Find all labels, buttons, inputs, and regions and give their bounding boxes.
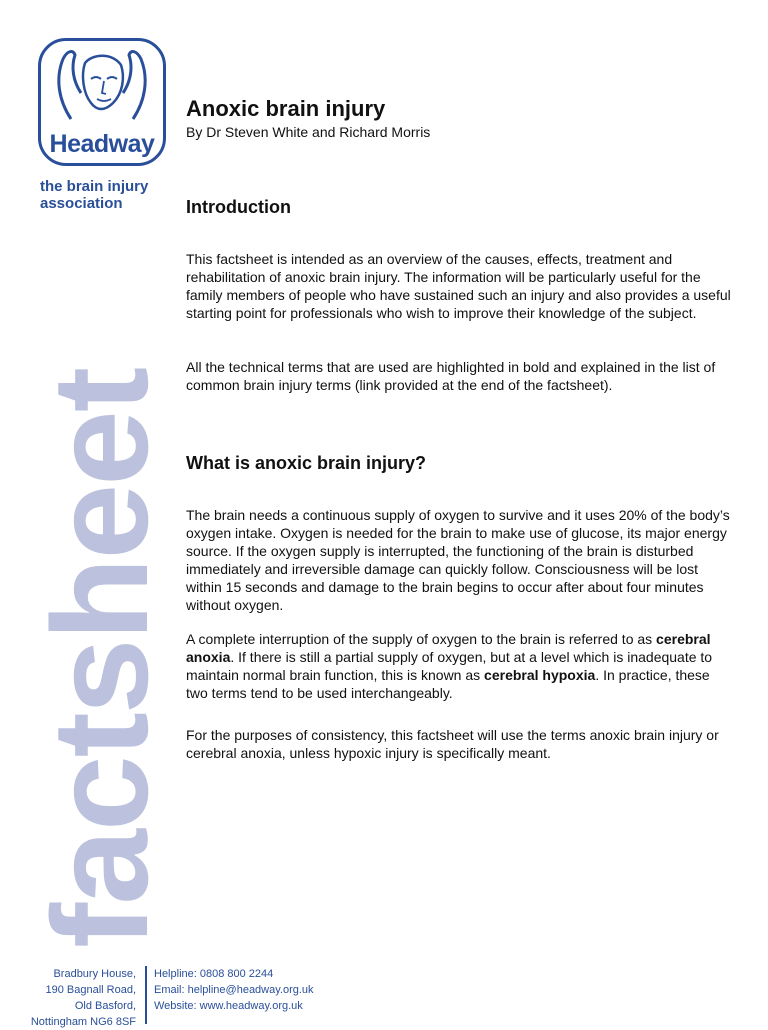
footer-divider <box>145 966 147 1024</box>
website-text: Website: www.headway.org.uk <box>154 1000 303 1012</box>
text-run: . If there is still a partial supply of oxygen, but at a level which is inadequate to maintain normal brain function, this is known as <box>186 649 713 683</box>
factsheet-watermark: factsheet <box>24 368 176 948</box>
section-heading-introduction: Introduction <box>186 197 291 217</box>
what-paragraph-1: The brain needs a continuous supply of oxygen to survive and it uses 20% of the body’s oxygen intake. Oxygen is needed for the brain to make use of glucose, its major energy source. If the oxygen supply is interrupted, the functioning of the brain is disturbed immediately and irreversible damage can quickly follow. Consciousness will be lost within 15 seconds and damage to the brain begins to occur after about four minutes without oxygen. <box>186 507 730 613</box>
intro-paragraph-1: This factsheet is intended as an overview of the causes, effects, treatment and rehabilitation of anoxic brain injury. The information will be particularly useful for the family members of people who have sustained such an injury and also provides a useful starting point for professionals who wish to improve their knowledge of the subject. <box>186 251 731 321</box>
email-text: Email: helpline@headway.org.uk <box>154 984 314 996</box>
helpline-text: Helpline: 0808 800 2244 <box>154 968 274 980</box>
address-line: 190 Bagnall Road, <box>45 984 136 996</box>
headway-logo <box>38 38 166 166</box>
text-run: A complete interruption of the supply of oxygen to the brain is referred to as <box>186 631 657 647</box>
what-paragraph-3: For the purposes of consistency, this factsheet will use the terms anoxic brain injury or cerebral anoxia, unless hypoxic injury is specifically meant. <box>186 727 719 761</box>
address-line: Old Basford, <box>74 1000 136 1012</box>
footer-address <box>31 966 136 1030</box>
tagline-line: the brain injury <box>40 178 149 195</box>
section-heading-what-is: What is anoxic brain injury? <box>186 453 427 473</box>
text-run: . In practice, these two terms tend to be used interchangeably. <box>186 667 710 701</box>
what-paragraph-2 <box>186 630 734 702</box>
byline: By Dr Steven White and Richard Morris <box>186 124 431 140</box>
main-content <box>186 96 734 761</box>
logo-wordmark: Headway <box>49 130 155 158</box>
face-hands-icon <box>41 41 163 131</box>
intro-paragraph-2: All the technical terms that are used are highlighted in bold and explained in the list of common brain injury terms (link provided at the end of the factsheet). <box>186 359 716 393</box>
term-cerebral-anoxia: cerebral anoxia <box>186 631 711 665</box>
page-title: Anoxic brain injury <box>186 96 386 121</box>
tagline-line: association <box>40 195 123 212</box>
address-line: Bradbury House, <box>53 968 136 980</box>
term-cerebral-hypoxia: cerebral hypoxia <box>484 667 596 683</box>
address-line: Nottingham NG6 8SF <box>30 1016 136 1028</box>
tagline <box>40 178 148 212</box>
footer-contact <box>154 966 314 1014</box>
